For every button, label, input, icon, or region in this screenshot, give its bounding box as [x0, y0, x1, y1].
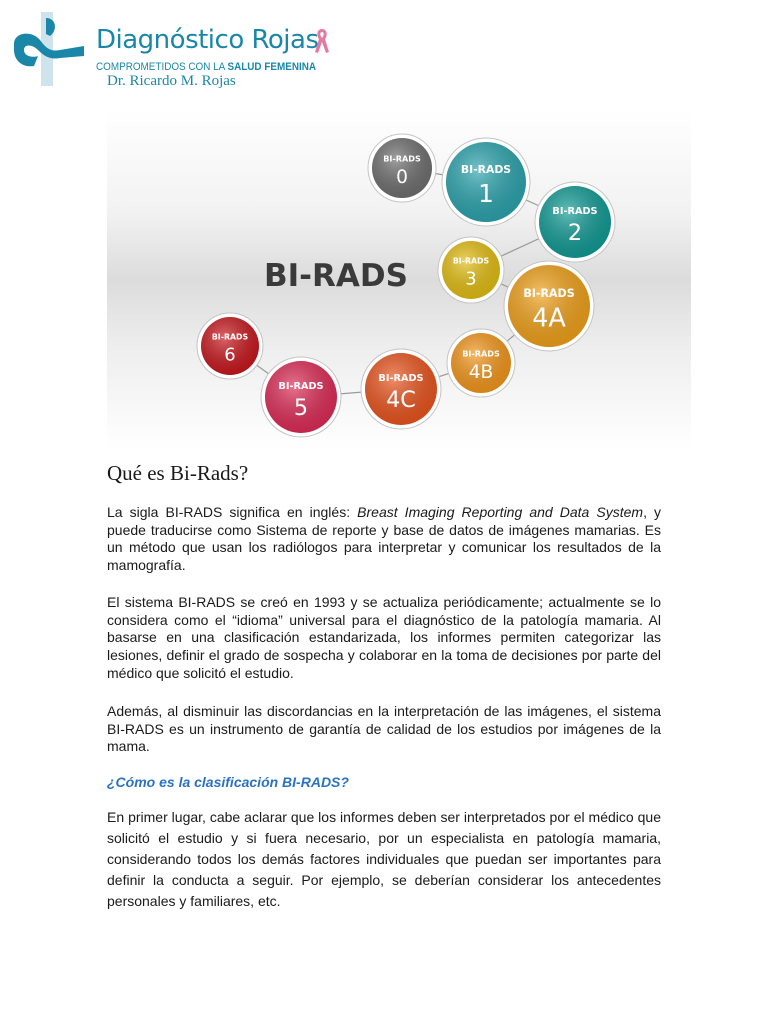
birads-bubble-3 [438, 237, 504, 303]
medical-cross-logo-icon [10, 10, 86, 88]
bubble-prefix-label: BI-RADS [462, 348, 500, 359]
classification-heading: ¿Cómo es la clasificación BI-RADS? [107, 774, 349, 790]
bubble-category-label: 2 [567, 220, 583, 246]
bubble-prefix-label: BI-RADS [211, 332, 249, 342]
pink-ribbon-icon [314, 28, 330, 54]
birads-bubble-4a [504, 261, 594, 351]
bubble-category-label: 3 [465, 268, 477, 290]
paragraph-interpretation: En primer lugar, cabe aclarar que los informes deben ser interpretados por el médico que solicitó el estudio y si fuera necesario, por un especialista en patología mamaria, considerando todos los demás factores individuales que puedan ser importantes para definir la conducta a seguir. Por ejemplo, se deberían considerar los antecedentes personales y familiares, etc. [107, 809, 661, 909]
paragraph-quality: Además, al disminuir las discordancias en la interpretación de las imágenes, el sistema BI-RADS es un instrumento de garantía de calidad de los estudios por imágenes de la mama. [107, 703, 661, 755]
bubble-prefix-label: BI-RADS [278, 381, 324, 393]
bubble-prefix-label: BI-RADS [383, 153, 421, 164]
paragraph-history: El sistema BI-RADS se creó en 1993 y se actualiza periódicamente; actualmente se lo considera como el “idioma” universal para el diagnóstico de la patología mamaria. Al basarse en una clasificación estandarizada, los informes permiten categorizar las lesiones, definir el grado de sospecha y colaborar en la toma de decisiones por parte del médico que solicitó el estudio. [107, 594, 661, 681]
bubble-prefix-label: BI-RADS [452, 256, 490, 266]
bubble-category-label: 4A [532, 302, 566, 333]
birads-center-label: BI-RADS [264, 258, 408, 294]
paragraph-definition: La sigla BI-RADS significa en inglés: Breast Imaging Reporting and Data System, y puede traducirse como Sistema de reporte y base de datos de imágenes mamarias. Es un método que usan los radiólogos para interpretar y comunicar los resultados de la mamografía. [107, 504, 662, 574]
bubble-category-label: 1 [478, 179, 494, 208]
birads-bubble-6 [197, 313, 263, 379]
bubble-category-label: 0 [396, 167, 408, 188]
bubble-category-label: 4B [468, 362, 494, 383]
birads-bubble-1 [442, 138, 530, 226]
bubble-prefix-label: BI-RADS [523, 286, 575, 300]
birads-bubble-4b [447, 329, 515, 397]
bubble-category-label: 5 [293, 395, 309, 421]
section-title: Qué es Bi-Rads? [107, 461, 249, 485]
bubble-category-label: 6 [224, 344, 236, 366]
birads-bubble-5 [261, 357, 341, 437]
birads-bubble-0 [368, 134, 436, 202]
bubble-prefix-label: BI-RADS [378, 373, 424, 385]
birads-bubble-2 [535, 182, 615, 262]
doctor-name: Dr. Ricardo M. Rojas [107, 73, 236, 89]
tagline: COMPROMETIDOS CON LA SALUD FEMENINA [96, 61, 317, 73]
bubble-prefix-label: BI-RADS [552, 206, 598, 218]
page-header [0, 0, 768, 100]
bubble-category-label: 4C [386, 387, 416, 413]
birads-diagram [107, 110, 691, 450]
birads-figure [107, 110, 691, 450]
brand-name: Diagnóstico Rojas [96, 25, 319, 55]
bubble-prefix-label: BI-RADS [460, 163, 512, 177]
birads-bubble-4c [361, 349, 441, 429]
